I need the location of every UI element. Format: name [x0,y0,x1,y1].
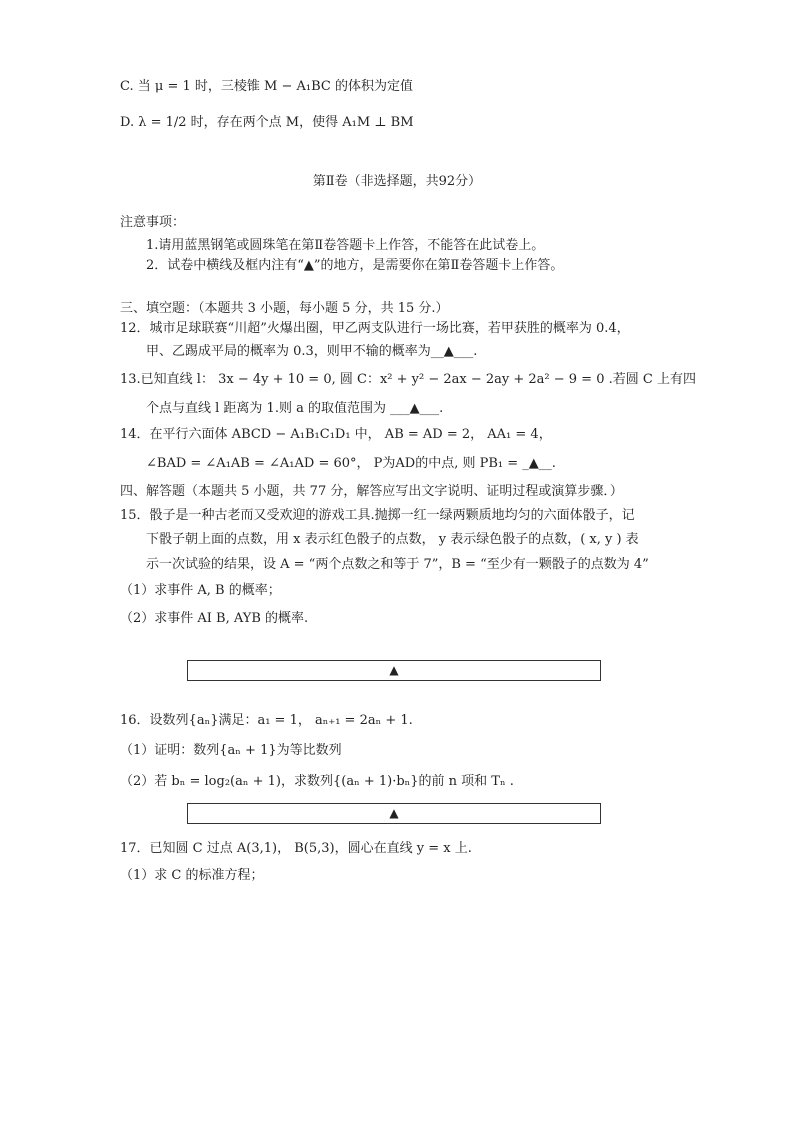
option-d: D. λ = 1/2 时，存在两个点 M，使得 A₁M ⊥ BM [120,115,414,130]
option-c: C. 当 μ = 1 时，三棱锥 M − A₁BC 的体积为定值 [120,79,413,94]
note-2: 2．试卷中横线及框内注有“▲”的地方，是需要你在第Ⅱ卷答题卡上作答。 [146,258,564,273]
q15-answer-box[interactable]: ▲ [187,660,601,681]
q13-line1: 13.已知直线 l： 3x − 4y + 10 = 0, 圆 C：x² + y² − 2ax − 2ay + 2a² − 9 = 0 .若圆 C 上有四 [120,372,696,387]
q15-line2: 下骰子朝上面的点数，用 x 表示红色骰子的点数， y 表示绿色骰子的点数，( x, y ) 表 [146,532,639,547]
note-1: 1.请用蓝黑钢笔或圆珠笔在第Ⅱ卷答题卡上作答，不能答在此试卷上。 [146,238,545,253]
q15-line3: 示一次试验的结果，设 A = “两个点数之和等于 7”，B = “至少有一颗骰子的点数为 4” [146,557,649,572]
q13-line2: 个点与直线 l 距离为 1.则 a 的取值范围为 ___▲___. [146,401,444,416]
q15-part1: （1）求事件 A, B 的概率； [120,583,281,598]
q15-line1: 15．骰子是一种古老而又受欢迎的游戏工具.抛掷一红一绿两颗质地均匀的六面体骰子，记 [120,508,635,523]
solve-heading: 四、解答题（本题共 5 小题，共 77 分，解答应写出文字说明、证明过程或演算步骤．） [120,484,623,499]
q16-line1: 16．设数列{aₙ}满足：a₁ = 1， aₙ₊₁ = 2aₙ + 1. [120,713,413,728]
notes-heading: 注意事项： [120,215,186,230]
q17-part1: （1）求 C 的标准方程； [120,868,264,883]
section-title: 第Ⅱ卷（非选择题，共92分） [312,174,482,189]
q16-part2: （2）若 bₙ = log₂(aₙ + 1)，求数列{(aₙ + 1)·bₙ}的前 n 项和 Tₙ . [120,774,514,789]
q16-answer-box[interactable]: ▲ [187,803,601,824]
q14-line2: ∠BAD = ∠A₁AB = ∠A₁AD = 60°， P为AD的中点, 则 PB₁ = _▲__. [146,456,556,471]
q17-line1: 17．已知圆 C 过点 A(3,1)， B(5,3)，圆心在直线 y = x 上. [120,841,472,856]
q14-line1: 14．在平行六面体 ABCD − A₁B₁C₁D₁ 中， AB = AD = 2， AA₁ = 4， [120,427,552,442]
fill-heading: 三、填空题：（本题共 3 小题，每小题 5 分，共 15 分.） [120,301,449,316]
q15-part2: （2）求事件 AI B, AYB 的概率. [120,611,309,626]
q16-part1: （1）证明：数列{aₙ + 1}为等比数列 [120,743,342,758]
q12-line1: 12．城市足球联赛“川超”火爆出圈，甲乙两支队进行一场比赛，若甲获胜的概率为 0.4， [120,321,630,336]
q12-line2: 甲、乙踢成平局的概率为 0.3，则甲不输的概率为__▲___. [146,344,478,359]
